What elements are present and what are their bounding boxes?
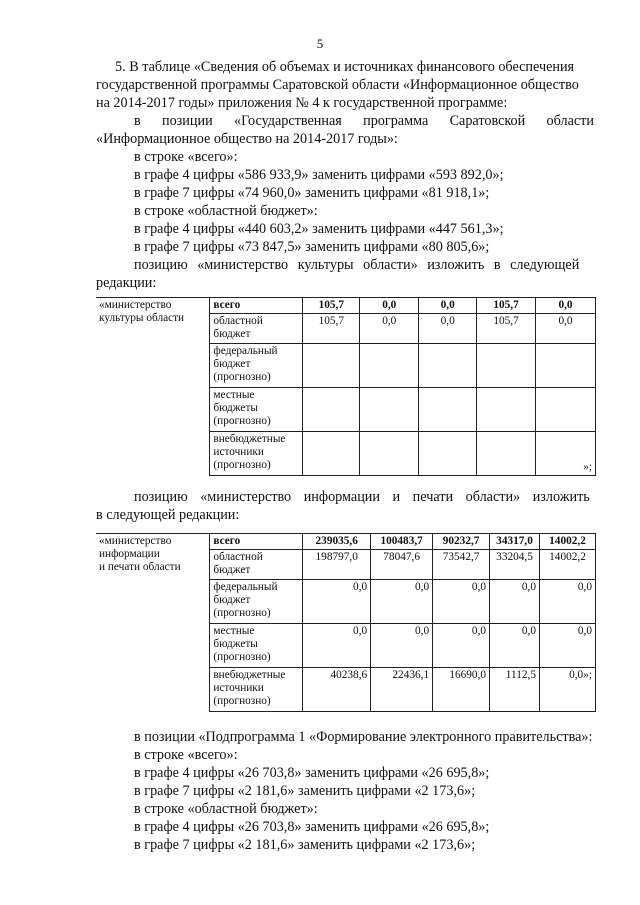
table-row (96, 298, 596, 314)
position-line (134, 112, 594, 130)
value-cell: 0,0 (490, 580, 540, 624)
type-cell: областной бюджет (210, 314, 303, 344)
value-cell: 0,0 (433, 580, 490, 624)
value-cell: 0,0 (360, 298, 419, 314)
position-text: и печати области (99, 561, 181, 573)
block1-line: в графе 7 цифры «74 960,0» заменить цифрами «81 918,1»; (134, 185, 490, 201)
table-row (96, 534, 596, 550)
type-cell: федеральный бюджет (прогнозно) (210, 580, 303, 624)
value-cell: 105,7 (477, 314, 536, 344)
value-cell: 0,0 (540, 624, 596, 668)
intro-line-3: на 2014-2017 годы» приложения № 4 к государственной программе: (96, 95, 508, 111)
type-cell: местные бюджеты (прогнозно) (210, 388, 303, 432)
value-cell: 0,0 (540, 580, 596, 624)
value-cell: 90232,7 (433, 534, 490, 550)
position-cell (96, 534, 210, 712)
value-cell: 105,7 (303, 298, 360, 314)
value-cell: 239035,6 (303, 534, 371, 550)
position-word: области (546, 113, 594, 129)
value-cell (303, 344, 360, 388)
block2-line: в строке «всего»: (134, 747, 238, 763)
info-table (96, 533, 596, 712)
value-cell: 34317,0 (490, 534, 540, 550)
info-intro-line-2: в следующей редакции: (96, 507, 240, 523)
value-cell (477, 388, 536, 432)
value-cell: 198797,0 (303, 550, 371, 580)
info-intro-line-1: позицию «министерство информации и печати области» изложить (134, 489, 590, 505)
value-cell: 0,0 (433, 624, 490, 668)
value-cell: 0,0 (536, 298, 596, 314)
value-cell (477, 344, 536, 388)
value-cell: 0,0 (371, 624, 433, 668)
position-text: «министерство (99, 535, 172, 547)
value-cell: 0,0 (419, 314, 477, 344)
value-cell: 105,7 (303, 314, 360, 344)
value-cell (536, 388, 596, 432)
position-word: в (134, 113, 141, 129)
block2-line: в графе 7 цифры «2 181,6» заменить цифрами «2 173,6»; (134, 783, 476, 799)
block1-line: в графе 4 цифры «586 933,9» заменить цифрами «593 892,0»; (134, 167, 504, 183)
value-cell (303, 432, 360, 476)
type-cell: областной бюджет (210, 550, 303, 580)
type-cell: местные бюджеты (прогнозно) (210, 624, 303, 668)
value-cell (419, 432, 477, 476)
value-cell: 0,0 (371, 580, 433, 624)
value-cell (360, 388, 419, 432)
block2-line: в строке «областной бюджет»: (134, 801, 318, 817)
value-cell: 16690,0 (433, 668, 490, 712)
type-cell: федеральный бюджет (прогнозно) (210, 344, 303, 388)
value-cell: 78047,6 (371, 550, 433, 580)
value-cell: 0,0 (303, 624, 371, 668)
position-word: программа (363, 113, 429, 129)
value-cell (477, 432, 536, 476)
position-text: «министерство (99, 299, 172, 311)
culture-intro-text: позицию «министерство культуры области» изложить в следующей (134, 257, 580, 273)
value-cell: 1112,5 (490, 668, 540, 712)
value-cell (536, 344, 596, 388)
block1-line: в графе 4 цифры «440 603,2» заменить цифрами «447 561,3»; (134, 221, 504, 237)
type-cell: внебюджетные источники (прогнозно) (210, 432, 303, 476)
culture-table (96, 297, 596, 476)
block1-line: в строке «областной бюджет»: (134, 203, 318, 219)
value-cell: 14002,2 (540, 550, 596, 580)
value-cell (303, 388, 360, 432)
block2-line: в графе 4 цифры «26 703,8» заменить цифрами «26 695,8»; (134, 819, 490, 835)
block2-line: в позиции «Подпрограмма 1 «Формирование электронного правительства»: (134, 729, 593, 745)
value-cell (360, 344, 419, 388)
culture-intro-line-1 (134, 256, 594, 274)
position-word: «Государственная (233, 113, 342, 129)
value-cell: 22436,1 (371, 668, 433, 712)
value-cell (360, 432, 419, 476)
value-cell: 0,0 (419, 298, 477, 314)
culture-intro-line-2: редакции: (96, 275, 157, 291)
value-cell: 0,0 (303, 580, 371, 624)
value-cell: 0,0 (536, 314, 596, 344)
value-cell: 0,0 (360, 314, 419, 344)
value-cell: 105,7 (477, 298, 536, 314)
type-cell: всего (210, 534, 303, 550)
intro-line-1: 5. В таблице «Сведения об объемах и источниках финансового обеспечения (115, 59, 575, 75)
value-cell: »; (536, 432, 596, 476)
position-word: позиции (162, 113, 213, 129)
type-cell: всего (210, 298, 303, 314)
value-cell: 100483,7 (371, 534, 433, 550)
page-number: 5 (316, 36, 324, 51)
type-cell: внебюджетные источники (прогнозно) (210, 668, 303, 712)
value-cell (419, 388, 477, 432)
block1-line: в графе 7 цифры «73 847,5» заменить цифрами «80 805,6»; (134, 239, 490, 255)
value-cell: 33204,5 (490, 550, 540, 580)
block1-line: в строке «всего»: (134, 149, 238, 165)
block2-line: в графе 7 цифры «2 181,6» заменить цифрами «2 173,6»; (134, 837, 476, 853)
intro-line-2: государственной программы Саратовской области «Информационное общество (96, 77, 579, 93)
position-cell (96, 298, 210, 476)
position-text: культуры области (99, 312, 185, 324)
block1-line: «Информационное общество на 2014-2017 годы»: (96, 131, 398, 147)
position-word: Саратовской (449, 113, 526, 129)
value-cell: 40238,6 (303, 668, 371, 712)
value-cell: 0,0 (490, 624, 540, 668)
block2-line: в графе 4 цифры «26 703,8» заменить цифрами «26 695,8»; (134, 765, 490, 781)
value-cell: 14002,2 (540, 534, 596, 550)
position-text: информации (99, 548, 160, 560)
value-cell: 73542,7 (433, 550, 490, 580)
value-cell: 0,0»; (540, 668, 596, 712)
value-cell (419, 344, 477, 388)
